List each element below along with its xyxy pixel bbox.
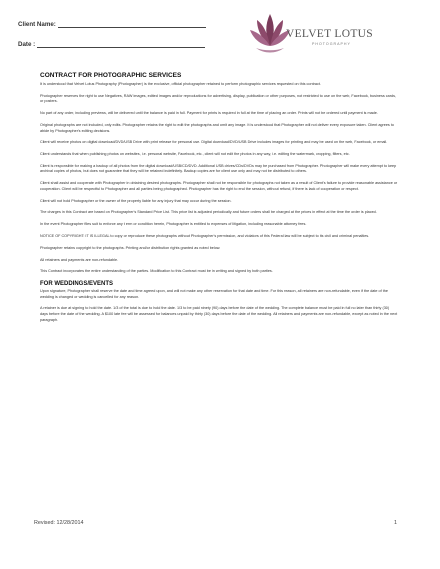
contract-paragraph: Photographer reserves the right to use Negatives, RAW images, edited images and/or reproductions for advertising, display, publication or other purposes, not restricted to use on the web, Facebook, business cards, or posters. [40,93,397,104]
date-field [18,41,205,48]
client-name-field [18,21,206,28]
contract-paragraph: In the event Photographer files suit to enforce any t erm or condition herein, Photographer is entitled to expenses of litigation, including reasonable attorney fees. [40,222,307,227]
contract-paragraph: Original photographs are not included, only edits. Photographer retains the right to edit the photographs and omit any image. It is understood that Photographer will not deliver every exposure taken. Client agrees to abide by Photographer's editing decisions. [40,122,394,133]
logo-tagline: PHOTOGRAPHY [312,42,351,46]
contract-paragraph: The charges in this Contract are based on Photographer's Standard Price List. This price list is adjusted periodically and future orders shall be charged at the prices in effect at the time the order is placed. [40,210,377,215]
contract-paragraph: Client shall assist and cooperate with Photographer in obtaining desired photographs. Photographer shall not be responsible for photographs not taken as a result of Client's failure to provide reasonable assistance or cooperation. Client will be respectful to Photographer and all parties being photographed. Photographer has the right to end the session, without refund, if there is lack of cooperation or respect. [40,181,398,191]
date-label: Date : [18,41,36,48]
weddings-paragraph: Upon signature, Photographer shall reserve the date and time agreed upon, and will not make any other reservation for that date and time. For this reason, all retainers are non-refundable, even if the date of the wedding is changed or wedding is cancelled for any reason. [40,289,388,299]
contract-paragraph: All retainers and payments are non-refundable. [40,257,119,262]
client-name-label: Client Name: [18,21,56,28]
contract-paragraph: Photographer retains copyright to the photographs. Printing and/or distribution rights granted as noted below. [40,245,221,250]
contract-title: CONTRACT FOR PHOTOGRAPHIC SERVICES [40,72,182,79]
client-name-line[interactable] [58,27,206,28]
contract-paragraph: It is understood that Velvet Lotus Photography (Photographer) is the exclusive, official photographer retained to perform photographic services requested on this contract. [40,82,321,86]
page-number: 1 [394,520,397,526]
contract-paragraph: Client will receive photos on digital download/DVD/USB Drive with print release for personal use. Digital download/DVD/USB Drive includes images for printing and may be used on the web, Facebook, or email. [40,140,388,145]
contract-paragraph: NOTICE OF COPYRIGHT: IT IS ILLEGAL to copy or reproduce these photographs without Photographer's permission, and violators of this Federal law will be subject to its civil and criminal penalties. [40,233,370,238]
date-line[interactable] [37,47,205,48]
weddings-paragraph: A retainer is due at signing to hold the date. 1/3 of the total is due to hold the date. 1/3 to be paid ninety (90) days before the date of the wedding. The complete balance must be paid in full no later than thirty (30) days before the date of the wedding. A $100 late fee will be assessed for balances unpaid by thirty (30) days before the date of the wedding. All retainers and payments are non-refundable, except as noted in the next paragraph. [40,306,398,322]
velvet-lotus-logo [248,10,418,58]
contract-paragraph: Client understands that when publishing photos on websites, i.e. personal website, Facebook, etc., client will not edit the photos in any way, i.e. editing the watermark, cropping, filters, etc. [40,152,350,157]
contract-paragraph: This Contract incorporates the entire understanding of the parties. Modification to this Contract must be in writing and signed by both parties. [40,269,273,274]
revised-date: Revised: 12/28/2014 [34,520,84,526]
logo-brand-name: VELVET LOTUS [286,28,373,40]
weddings-section-title: FOR WEDDINGS/EVENTS [40,281,114,288]
contract-paragraph: Client is responsible for making a backup of all photos from the digital download/USB/CD/DVD. Additional USB drives/CDs/DVDs may be purchased from Photographer. Photographer will make every attempt to keep archival copies of photos, but does not guarantee that they will be retained indefinitely. Backup copies are for client use only and may not be distributed to others. [40,163,397,174]
contract-paragraph: No part of any order, including previews, will be delivered until the balance is paid in full. Payment for prints is required in full at the time of placing an order. Prints will not be ordered until payment is made. [40,111,378,116]
contract-paragraph: Client will not hold Photographer or the owner of the property liable for any injury that may occur during the session. [40,198,232,203]
contract-body [40,72,398,329]
